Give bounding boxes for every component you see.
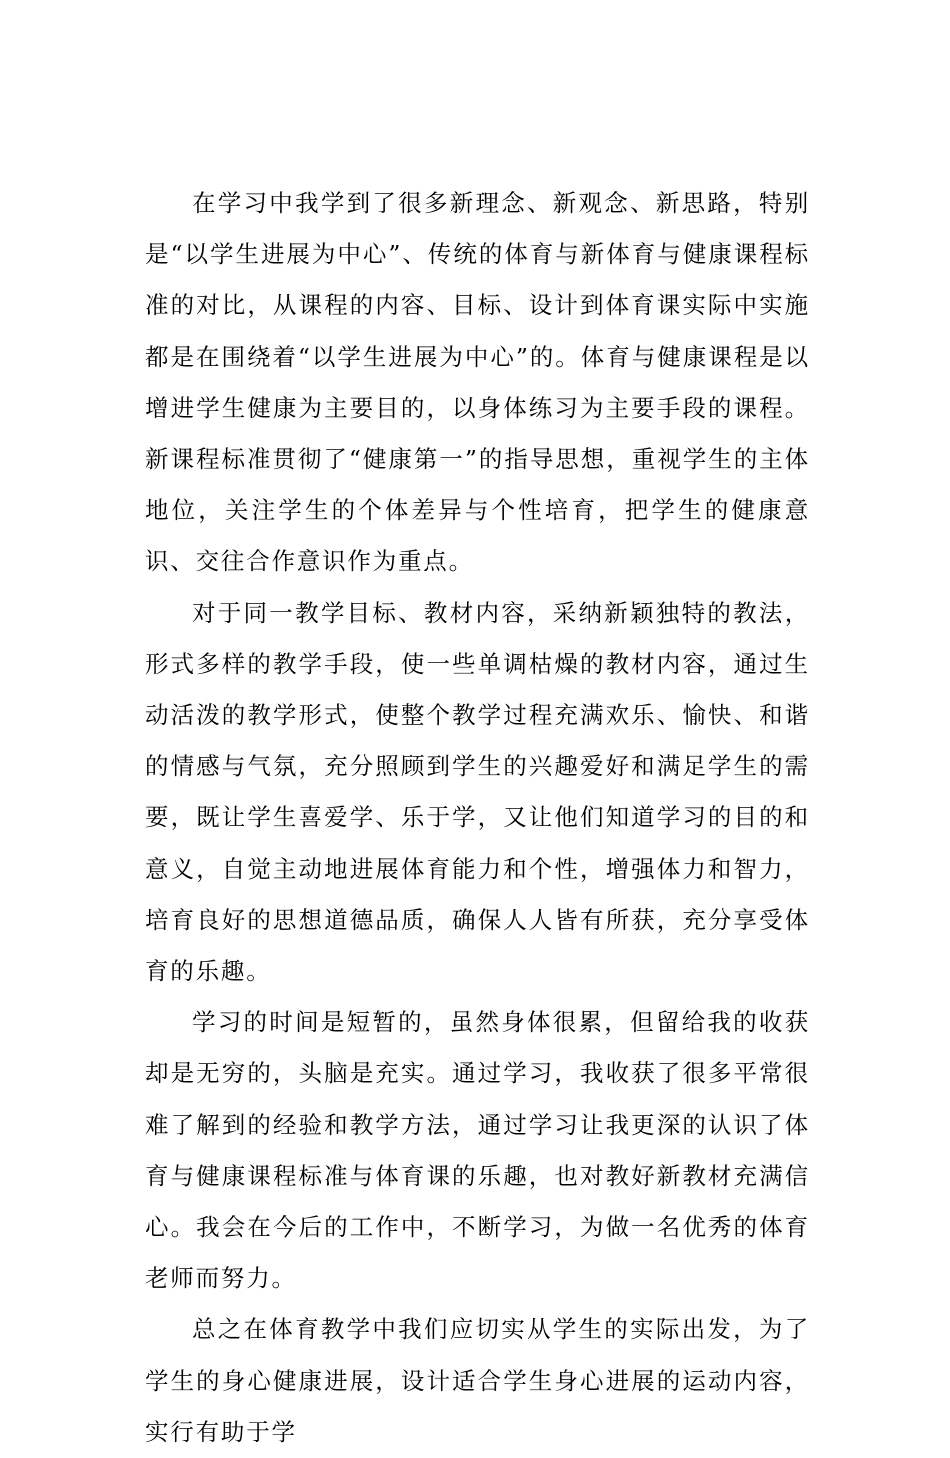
document-body [145, 178, 810, 1458]
paragraph-3: 学习的时间是短暂的，虽然身体很累，但留给我的收获却是无穷的，头脑是充实。通过学习，我收获了很多平常很难了解到的经验和教学方法，通过学习让我更深的认识了体育与健康课程标准与体育课的乐趣，也对教好新教材充满信心。我会在今后的工作中，不断学习，为做一名优秀的体育老师而努力。 [145, 1008, 810, 1293]
paragraph-2: 对于同一教学目标、教材内容，采纳新颖独特的教法，形式多样的教学手段，使一些单调枯燥的教材内容，通过生动活泼的教学形式，使整个教学过程充满欢乐、愉快、和谐的情感与气氛，充分照顾到学生的兴趣爱好和满足学生的需要，既让学生喜爱学、乐于学，又让他们知道学习的目的和意义，自觉主动地进展体育能力和个性，增强体力和智力，培育良好的思想道德品质，确保人人皆有所获，充分享受体育的乐趣。 [145, 598, 810, 986]
paragraph-1: 在学习中我学到了很多新理念、新观念、新思路，特别是“以学生进展为中心”、传统的体育与新体育与健康课程标准的对比，从课程的内容、目标、设计到体育课实际中实施都是在围绕着“以学生进展为中心”的。体育与健康课程是以增进学生健康为主要目的，以身体练习为主要手段的课程。新课程标准贯彻了“健康第一”的指导思想，重视学生的主体地位，关注学生的个体差异与个性培育，把学生的健康意识、交往合作意识作为重点。 [145, 189, 810, 576]
paragraph-4: 总之在体育教学中我们应切实从学生的实际出发，为了学生的身心健康进展，设计适合学生身心进展的运动内容，实行有助于学 [145, 1315, 810, 1446]
